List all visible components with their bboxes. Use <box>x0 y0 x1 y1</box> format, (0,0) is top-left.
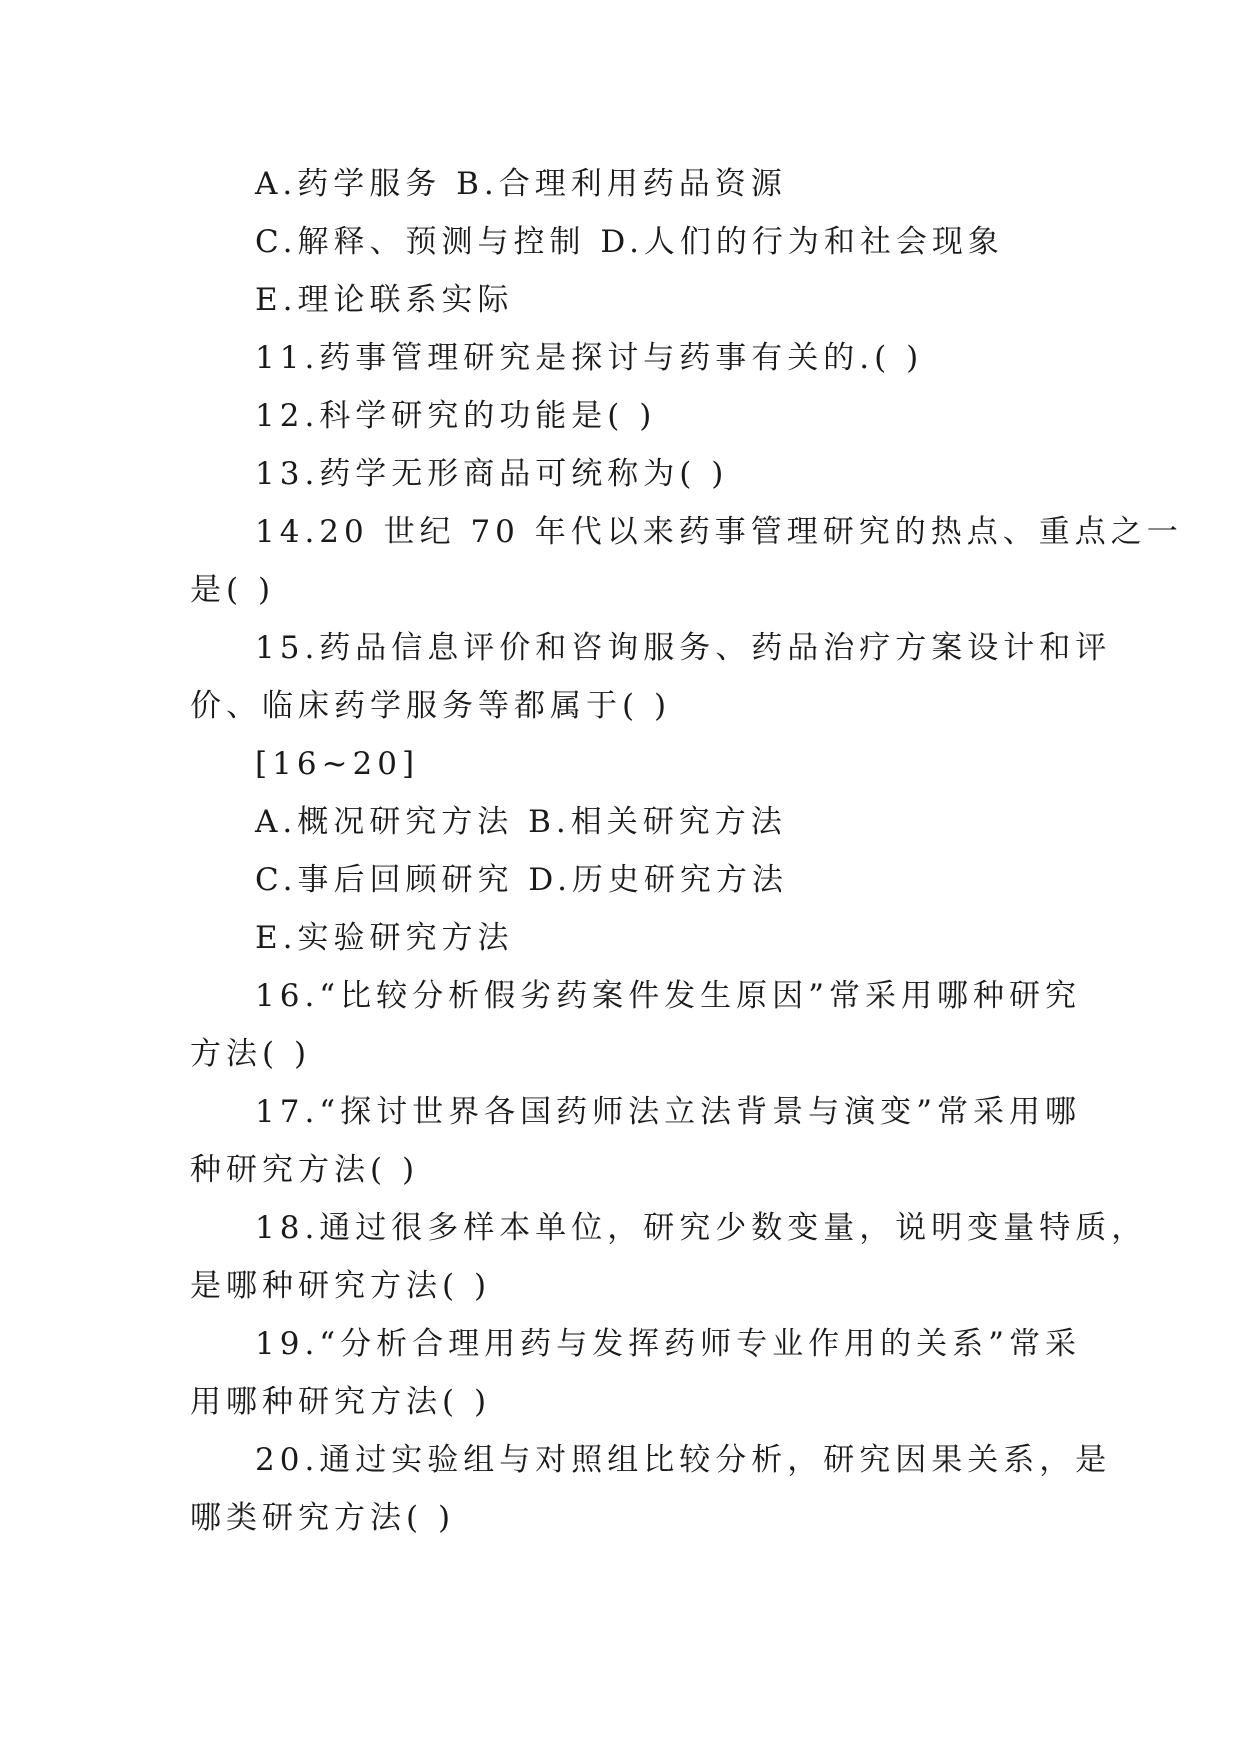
question-14-line-1: 14.20 世纪 70 年代以来药事管理研究的热点、重点之一 <box>255 514 1183 550</box>
question-12: 12.科学研究的功能是( ) <box>255 398 657 434</box>
section-heading-16-20: [16~20] <box>255 746 420 782</box>
question-13: 13.药学无形商品可统称为( ) <box>255 456 729 492</box>
option-line-a-b: A.药学服务 B.合理利用药品资源 <box>255 166 787 202</box>
option-line-c-d: C.事后回顾研究 D.历史研究方法 <box>255 862 788 898</box>
question-19-line-1: 19.“分析合理用药与发挥药师专业作用的关系”常采 <box>255 1326 1081 1362</box>
question-20-line-1: 20.通过实验组与对照组比较分析，研究因果关系，是 <box>255 1442 1112 1478</box>
question-15-line-1: 15.药品信息评价和咨询服务、药品治疗方案设计和评 <box>255 630 1112 666</box>
option-line-a-b: A.概况研究方法 B.相关研究方法 <box>255 804 787 840</box>
option-line-e: E.实验研究方法 <box>255 920 514 956</box>
question-20-line-2: 哪类研究方法( ) <box>190 1500 456 1536</box>
question-14-line-2: 是( ) <box>190 572 276 608</box>
question-11: 11.药事管理研究是探讨与药事有关的.( ) <box>255 340 924 376</box>
question-17-line-2: 种研究方法( ) <box>190 1152 420 1188</box>
option-line-c-d: C.解释、预测与控制 D.人们的行为和社会现象 <box>255 224 1004 260</box>
question-17-line-1: 17.“探讨世界各国药师法立法背景与演变”常采用哪 <box>255 1094 1081 1130</box>
question-18-line-2: 是哪种研究方法( ) <box>190 1268 492 1304</box>
question-15-line-2: 价、临床药学服务等都属于( ) <box>190 688 672 724</box>
question-19-line-2: 用哪种研究方法( ) <box>190 1384 492 1420</box>
question-16-line-1: 16.“比较分析假劣药案件发生原因”常采用哪种研究 <box>255 978 1081 1014</box>
question-16-line-2: 方法( ) <box>190 1036 312 1072</box>
question-18-line-1: 18.通过很多样本单位，研究少数变量，说明变量特质， <box>255 1210 1148 1246</box>
option-line-e: E.理论联系实际 <box>255 282 514 318</box>
